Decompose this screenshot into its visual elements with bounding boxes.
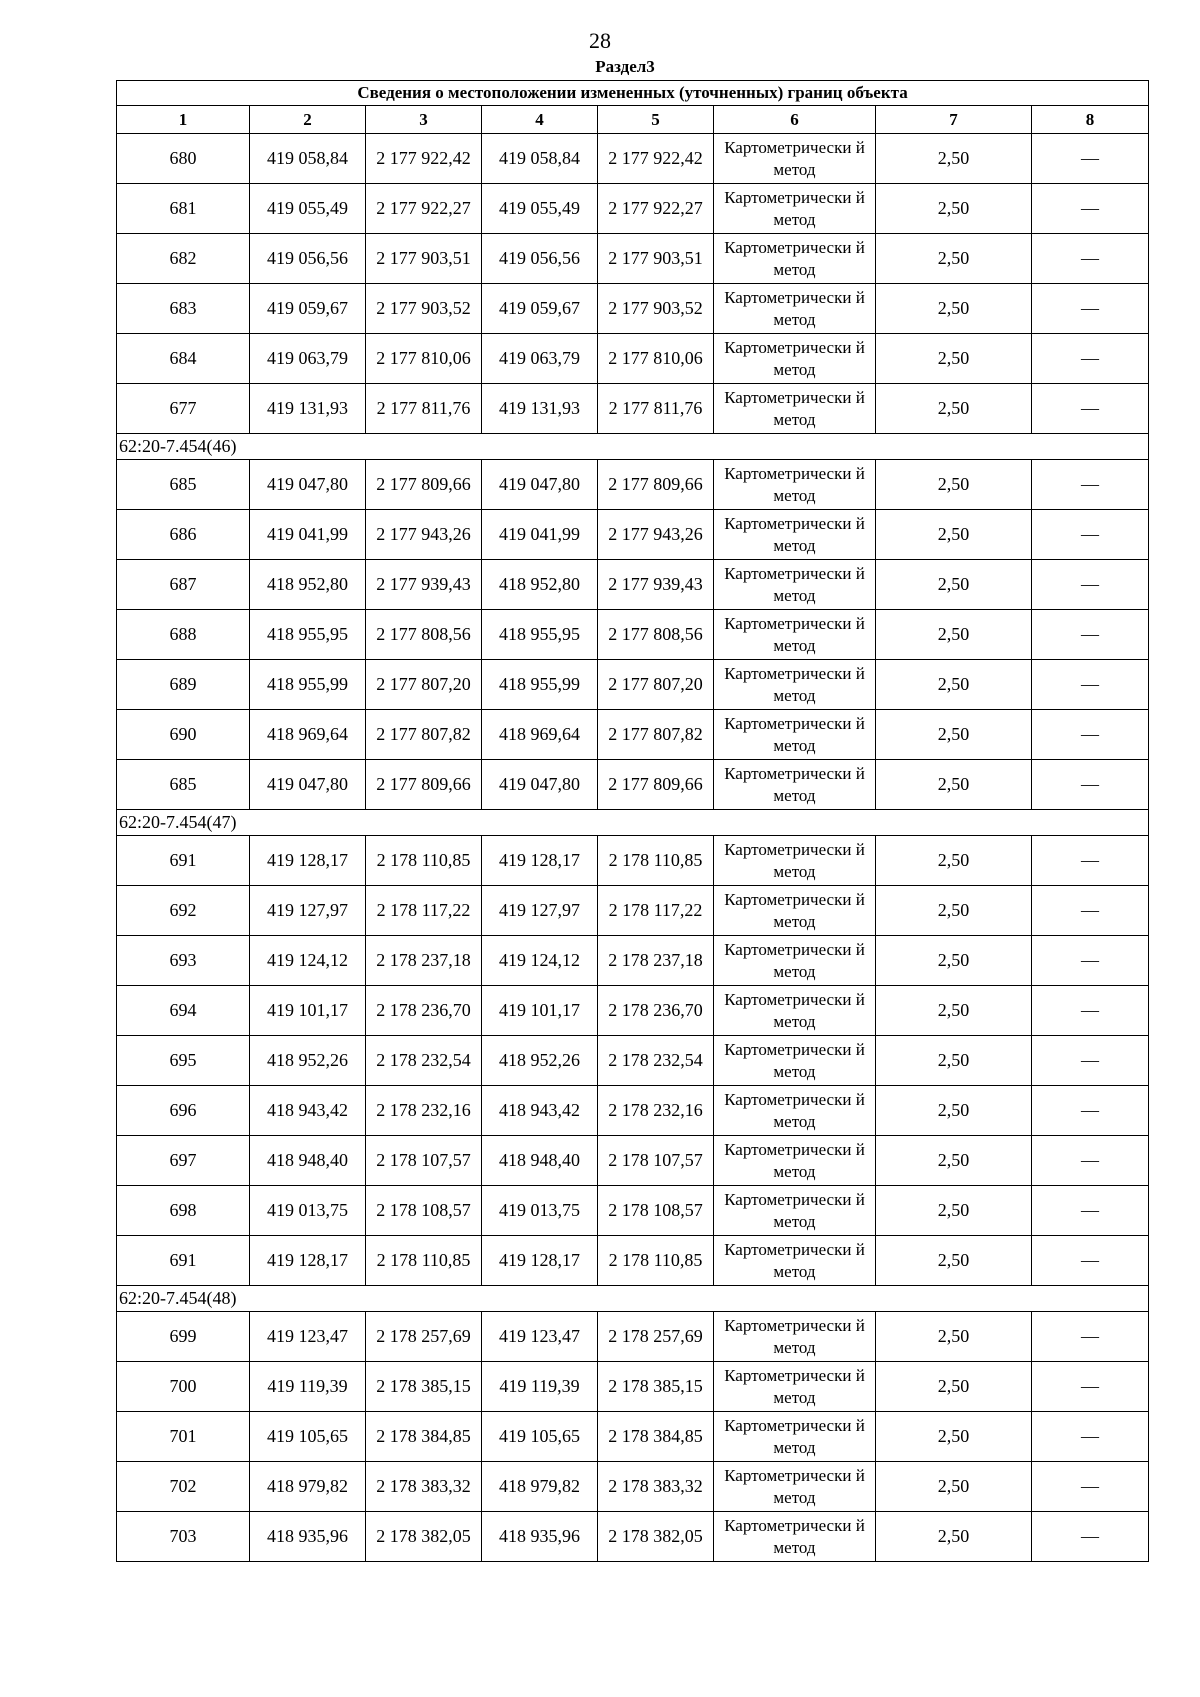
column-header: 6 xyxy=(714,106,876,134)
point-number-cell: 698 xyxy=(117,1186,250,1236)
x-new-cell: 418 943,42 xyxy=(482,1086,598,1136)
table-row xyxy=(117,134,1149,184)
column-header: 8 xyxy=(1032,106,1149,134)
x-old-cell: 418 935,96 xyxy=(250,1512,366,1562)
x-new-cell: 419 127,97 xyxy=(482,886,598,936)
x-new-cell: 419 041,99 xyxy=(482,510,598,560)
y-new-cell: 2 178 257,69 xyxy=(598,1312,714,1362)
description-cell: — xyxy=(1032,334,1149,384)
y-new-cell: 2 177 808,56 xyxy=(598,610,714,660)
x-old-cell: 419 105,65 xyxy=(250,1412,366,1462)
point-number-cell: 695 xyxy=(117,1036,250,1086)
table-row xyxy=(117,1512,1149,1562)
y-new-cell: 2 177 903,51 xyxy=(598,234,714,284)
method-cell: Картометрически й метод xyxy=(714,710,876,760)
x-new-cell: 418 935,96 xyxy=(482,1512,598,1562)
y-new-cell: 2 178 107,57 xyxy=(598,1136,714,1186)
table-row xyxy=(117,510,1149,560)
point-number-cell: 700 xyxy=(117,1362,250,1412)
method-cell: Картометрически й метод xyxy=(714,1362,876,1412)
column-header: 1 xyxy=(117,106,250,134)
table-row xyxy=(117,986,1149,1036)
method-cell: Картометрически й метод xyxy=(714,1312,876,1362)
y-new-cell: 2 177 807,20 xyxy=(598,660,714,710)
accuracy-cell: 2,50 xyxy=(876,1236,1032,1286)
point-number-cell: 685 xyxy=(117,460,250,510)
method-cell: Картометрически й метод xyxy=(714,1036,876,1086)
boundary-table xyxy=(116,80,1149,1562)
x-old-cell: 418 948,40 xyxy=(250,1136,366,1186)
x-old-cell: 419 047,80 xyxy=(250,760,366,810)
x-new-cell: 419 131,93 xyxy=(482,384,598,434)
method-cell: Картометрически й метод xyxy=(714,1412,876,1462)
method-cell: Картометрически й метод xyxy=(714,184,876,234)
y-new-cell: 2 178 232,16 xyxy=(598,1086,714,1136)
x-old-cell: 418 943,42 xyxy=(250,1086,366,1136)
description-cell: — xyxy=(1032,1036,1149,1086)
y-new-cell: 2 178 237,18 xyxy=(598,936,714,986)
x-old-cell: 419 119,39 xyxy=(250,1362,366,1412)
method-cell: Картометрически й метод xyxy=(714,460,876,510)
accuracy-cell: 2,50 xyxy=(876,660,1032,710)
page-number: 28 xyxy=(589,28,611,53)
y-old-cell: 2 178 384,85 xyxy=(366,1412,482,1462)
y-old-cell: 2 178 385,15 xyxy=(366,1362,482,1412)
x-old-cell: 418 979,82 xyxy=(250,1462,366,1512)
accuracy-cell: 2,50 xyxy=(876,986,1032,1036)
y-new-cell: 2 177 811,76 xyxy=(598,384,714,434)
x-old-cell: 419 041,99 xyxy=(250,510,366,560)
table-row xyxy=(117,936,1149,986)
description-cell: — xyxy=(1032,610,1149,660)
y-new-cell: 2 178 232,54 xyxy=(598,1036,714,1086)
y-old-cell: 2 177 811,76 xyxy=(366,384,482,434)
accuracy-cell: 2,50 xyxy=(876,610,1032,660)
method-cell: Картометрически й метод xyxy=(714,334,876,384)
y-old-cell: 2 177 939,43 xyxy=(366,560,482,610)
point-number-cell: 683 xyxy=(117,284,250,334)
point-number-cell: 682 xyxy=(117,234,250,284)
x-old-cell: 419 123,47 xyxy=(250,1312,366,1362)
accuracy-cell: 2,50 xyxy=(876,560,1032,610)
table-row xyxy=(117,1136,1149,1186)
y-new-cell: 2 177 922,27 xyxy=(598,184,714,234)
x-new-cell: 419 013,75 xyxy=(482,1186,598,1236)
y-old-cell: 2 178 382,05 xyxy=(366,1512,482,1562)
y-old-cell: 2 177 810,06 xyxy=(366,334,482,384)
x-new-cell: 419 056,56 xyxy=(482,234,598,284)
y-old-cell: 2 177 943,26 xyxy=(366,510,482,560)
method-cell: Картометрически й метод xyxy=(714,1136,876,1186)
table-row xyxy=(117,1086,1149,1136)
point-number-cell: 688 xyxy=(117,610,250,660)
y-new-cell: 2 177 809,66 xyxy=(598,760,714,810)
description-cell: — xyxy=(1032,1136,1149,1186)
point-number-cell: 691 xyxy=(117,1236,250,1286)
y-old-cell: 2 178 383,32 xyxy=(366,1462,482,1512)
point-number-cell: 687 xyxy=(117,560,250,610)
table-caption: Сведения о местоположении измененных (уточненных) границ объекта xyxy=(117,81,1149,106)
point-number-cell: 699 xyxy=(117,1312,250,1362)
accuracy-cell: 2,50 xyxy=(876,134,1032,184)
description-cell: — xyxy=(1032,284,1149,334)
accuracy-cell: 2,50 xyxy=(876,510,1032,560)
table-row xyxy=(117,1036,1149,1086)
table-row xyxy=(117,886,1149,936)
y-new-cell: 2 178 108,57 xyxy=(598,1186,714,1236)
point-number-cell: 696 xyxy=(117,1086,250,1136)
accuracy-cell: 2,50 xyxy=(876,760,1032,810)
accuracy-cell: 2,50 xyxy=(876,1186,1032,1236)
group-label: 62:20-7.454(47) xyxy=(117,810,1149,836)
description-cell: — xyxy=(1032,1412,1149,1462)
x-new-cell: 418 979,82 xyxy=(482,1462,598,1512)
method-cell: Картометрически й метод xyxy=(714,384,876,434)
table-row xyxy=(117,334,1149,384)
x-old-cell: 418 955,95 xyxy=(250,610,366,660)
point-number-cell: 701 xyxy=(117,1412,250,1462)
x-old-cell: 419 056,56 xyxy=(250,234,366,284)
method-cell: Картометрически й метод xyxy=(714,560,876,610)
x-new-cell: 419 059,67 xyxy=(482,284,598,334)
table-row xyxy=(117,760,1149,810)
description-cell: — xyxy=(1032,660,1149,710)
method-cell: Картометрически й метод xyxy=(714,1086,876,1136)
x-new-cell: 419 105,65 xyxy=(482,1412,598,1462)
x-old-cell: 419 013,75 xyxy=(250,1186,366,1236)
y-old-cell: 2 178 110,85 xyxy=(366,1236,482,1286)
x-old-cell: 419 128,17 xyxy=(250,1236,366,1286)
point-number-cell: 693 xyxy=(117,936,250,986)
method-cell: Картометрически й метод xyxy=(714,836,876,886)
x-old-cell: 419 128,17 xyxy=(250,836,366,886)
point-number-cell: 684 xyxy=(117,334,250,384)
y-old-cell: 2 177 922,27 xyxy=(366,184,482,234)
description-cell: — xyxy=(1032,134,1149,184)
table-caption-row xyxy=(117,81,1149,106)
point-number-cell: 703 xyxy=(117,1512,250,1562)
section-title: Раздел3 xyxy=(595,57,655,76)
y-new-cell: 2 178 117,22 xyxy=(598,886,714,936)
y-old-cell: 2 177 922,42 xyxy=(366,134,482,184)
description-cell: — xyxy=(1032,234,1149,284)
accuracy-cell: 2,50 xyxy=(876,1136,1032,1186)
method-cell: Картометрически й метод xyxy=(714,1186,876,1236)
description-cell: — xyxy=(1032,384,1149,434)
y-old-cell: 2 178 117,22 xyxy=(366,886,482,936)
y-old-cell: 2 178 236,70 xyxy=(366,986,482,1036)
x-old-cell: 419 063,79 xyxy=(250,334,366,384)
x-old-cell: 419 131,93 xyxy=(250,384,366,434)
y-new-cell: 2 177 809,66 xyxy=(598,460,714,510)
x-old-cell: 419 059,67 xyxy=(250,284,366,334)
accuracy-cell: 2,50 xyxy=(876,1362,1032,1412)
accuracy-cell: 2,50 xyxy=(876,1036,1032,1086)
point-number-cell: 689 xyxy=(117,660,250,710)
group-row xyxy=(117,434,1149,460)
table-row xyxy=(117,1412,1149,1462)
y-new-cell: 2 178 110,85 xyxy=(598,1236,714,1286)
table-row xyxy=(117,1362,1149,1412)
description-cell: — xyxy=(1032,836,1149,886)
column-header: 5 xyxy=(598,106,714,134)
table-row xyxy=(117,836,1149,886)
y-new-cell: 2 178 384,85 xyxy=(598,1412,714,1462)
x-new-cell: 419 101,17 xyxy=(482,986,598,1036)
table-row xyxy=(117,1186,1149,1236)
method-cell: Картометрически й метод xyxy=(714,760,876,810)
description-cell: — xyxy=(1032,1462,1149,1512)
column-header: 7 xyxy=(876,106,1032,134)
y-new-cell: 2 178 236,70 xyxy=(598,986,714,1036)
description-cell: — xyxy=(1032,1362,1149,1412)
y-new-cell: 2 177 903,52 xyxy=(598,284,714,334)
x-new-cell: 419 047,80 xyxy=(482,760,598,810)
accuracy-cell: 2,50 xyxy=(876,710,1032,760)
point-number-cell: 686 xyxy=(117,510,250,560)
y-old-cell: 2 178 107,57 xyxy=(366,1136,482,1186)
accuracy-cell: 2,50 xyxy=(876,836,1032,886)
x-new-cell: 418 969,64 xyxy=(482,710,598,760)
method-cell: Картометрически й метод xyxy=(714,936,876,986)
description-cell: — xyxy=(1032,460,1149,510)
table-row xyxy=(117,710,1149,760)
x-old-cell: 419 124,12 xyxy=(250,936,366,986)
point-number-cell: 691 xyxy=(117,836,250,886)
point-number-cell: 681 xyxy=(117,184,250,234)
method-cell: Картометрически й метод xyxy=(714,510,876,560)
x-new-cell: 419 119,39 xyxy=(482,1362,598,1412)
description-cell: — xyxy=(1032,560,1149,610)
y-old-cell: 2 178 257,69 xyxy=(366,1312,482,1362)
y-old-cell: 2 178 108,57 xyxy=(366,1186,482,1236)
table-row xyxy=(117,1462,1149,1512)
table-row xyxy=(117,560,1149,610)
y-new-cell: 2 178 383,32 xyxy=(598,1462,714,1512)
y-new-cell: 2 177 939,43 xyxy=(598,560,714,610)
y-old-cell: 2 177 903,52 xyxy=(366,284,482,334)
y-new-cell: 2 177 943,26 xyxy=(598,510,714,560)
table-row xyxy=(117,1312,1149,1362)
group-label: 62:20-7.454(48) xyxy=(117,1286,1149,1312)
y-old-cell: 2 178 237,18 xyxy=(366,936,482,986)
x-new-cell: 419 058,84 xyxy=(482,134,598,184)
x-new-cell: 418 955,99 xyxy=(482,660,598,710)
table-header-row xyxy=(117,106,1149,134)
y-new-cell: 2 178 382,05 xyxy=(598,1512,714,1562)
point-number-cell: 702 xyxy=(117,1462,250,1512)
point-number-cell: 692 xyxy=(117,886,250,936)
description-cell: — xyxy=(1032,710,1149,760)
description-cell: — xyxy=(1032,760,1149,810)
accuracy-cell: 2,50 xyxy=(876,1462,1032,1512)
y-old-cell: 2 178 110,85 xyxy=(366,836,482,886)
method-cell: Картометрически й метод xyxy=(714,1512,876,1562)
description-cell: — xyxy=(1032,1236,1149,1286)
x-new-cell: 419 063,79 xyxy=(482,334,598,384)
y-new-cell: 2 177 807,82 xyxy=(598,710,714,760)
description-cell: — xyxy=(1032,986,1149,1036)
point-number-cell: 680 xyxy=(117,134,250,184)
method-cell: Картометрически й метод xyxy=(714,134,876,184)
x-old-cell: 418 952,80 xyxy=(250,560,366,610)
y-old-cell: 2 177 903,51 xyxy=(366,234,482,284)
y-new-cell: 2 178 385,15 xyxy=(598,1362,714,1412)
method-cell: Картометрически й метод xyxy=(714,610,876,660)
y-new-cell: 2 177 810,06 xyxy=(598,334,714,384)
description-cell: — xyxy=(1032,1512,1149,1562)
method-cell: Картометрически й метод xyxy=(714,986,876,1036)
x-new-cell: 419 047,80 xyxy=(482,460,598,510)
accuracy-cell: 2,50 xyxy=(876,334,1032,384)
x-new-cell: 418 955,95 xyxy=(482,610,598,660)
x-new-cell: 418 948,40 xyxy=(482,1136,598,1186)
x-old-cell: 419 101,17 xyxy=(250,986,366,1036)
table-row xyxy=(117,184,1149,234)
accuracy-cell: 2,50 xyxy=(876,1312,1032,1362)
table-row xyxy=(117,660,1149,710)
description-cell: — xyxy=(1032,1186,1149,1236)
method-cell: Картометрически й метод xyxy=(714,1462,876,1512)
accuracy-cell: 2,50 xyxy=(876,1086,1032,1136)
method-cell: Картометрически й метод xyxy=(714,660,876,710)
x-old-cell: 419 055,49 xyxy=(250,184,366,234)
x-new-cell: 419 055,49 xyxy=(482,184,598,234)
y-old-cell: 2 177 807,20 xyxy=(366,660,482,710)
group-row xyxy=(117,810,1149,836)
description-cell: — xyxy=(1032,936,1149,986)
table-row xyxy=(117,384,1149,434)
x-new-cell: 419 128,17 xyxy=(482,1236,598,1286)
point-number-cell: 677 xyxy=(117,384,250,434)
x-old-cell: 419 127,97 xyxy=(250,886,366,936)
x-new-cell: 419 123,47 xyxy=(482,1312,598,1362)
x-old-cell: 418 969,64 xyxy=(250,710,366,760)
method-cell: Картометрически й метод xyxy=(714,234,876,284)
accuracy-cell: 2,50 xyxy=(876,1512,1032,1562)
y-old-cell: 2 177 809,66 xyxy=(366,460,482,510)
y-new-cell: 2 178 110,85 xyxy=(598,836,714,886)
description-cell: — xyxy=(1032,1086,1149,1136)
y-old-cell: 2 177 809,66 xyxy=(366,760,482,810)
description-cell: — xyxy=(1032,1312,1149,1362)
y-old-cell: 2 178 232,16 xyxy=(366,1086,482,1136)
table-body xyxy=(117,134,1149,1562)
method-cell: Картометрически й метод xyxy=(714,886,876,936)
x-old-cell: 418 952,26 xyxy=(250,1036,366,1086)
method-cell: Картометрически й метод xyxy=(714,1236,876,1286)
table-row xyxy=(117,610,1149,660)
description-cell: — xyxy=(1032,886,1149,936)
y-old-cell: 2 177 807,82 xyxy=(366,710,482,760)
y-new-cell: 2 177 922,42 xyxy=(598,134,714,184)
group-row xyxy=(117,1286,1149,1312)
accuracy-cell: 2,50 xyxy=(876,284,1032,334)
accuracy-cell: 2,50 xyxy=(876,384,1032,434)
method-cell: Картометрически й метод xyxy=(714,284,876,334)
column-header: 2 xyxy=(250,106,366,134)
point-number-cell: 697 xyxy=(117,1136,250,1186)
x-new-cell: 419 124,12 xyxy=(482,936,598,986)
column-header: 3 xyxy=(366,106,482,134)
y-old-cell: 2 177 808,56 xyxy=(366,610,482,660)
group-label: 62:20-7.454(46) xyxy=(117,434,1149,460)
point-number-cell: 685 xyxy=(117,760,250,810)
x-new-cell: 418 952,26 xyxy=(482,1036,598,1086)
x-old-cell: 419 047,80 xyxy=(250,460,366,510)
point-number-cell: 690 xyxy=(117,710,250,760)
table-row xyxy=(117,460,1149,510)
accuracy-cell: 2,50 xyxy=(876,460,1032,510)
accuracy-cell: 2,50 xyxy=(876,184,1032,234)
accuracy-cell: 2,50 xyxy=(876,936,1032,986)
y-old-cell: 2 178 232,54 xyxy=(366,1036,482,1086)
x-old-cell: 418 955,99 xyxy=(250,660,366,710)
accuracy-cell: 2,50 xyxy=(876,234,1032,284)
description-cell: — xyxy=(1032,510,1149,560)
x-new-cell: 418 952,80 xyxy=(482,560,598,610)
accuracy-cell: 2,50 xyxy=(876,886,1032,936)
x-old-cell: 419 058,84 xyxy=(250,134,366,184)
description-cell: — xyxy=(1032,184,1149,234)
point-number-cell: 694 xyxy=(117,986,250,1036)
column-header: 4 xyxy=(482,106,598,134)
table-row xyxy=(117,234,1149,284)
accuracy-cell: 2,50 xyxy=(876,1412,1032,1462)
table-row xyxy=(117,284,1149,334)
x-new-cell: 419 128,17 xyxy=(482,836,598,886)
table-row xyxy=(117,1236,1149,1286)
